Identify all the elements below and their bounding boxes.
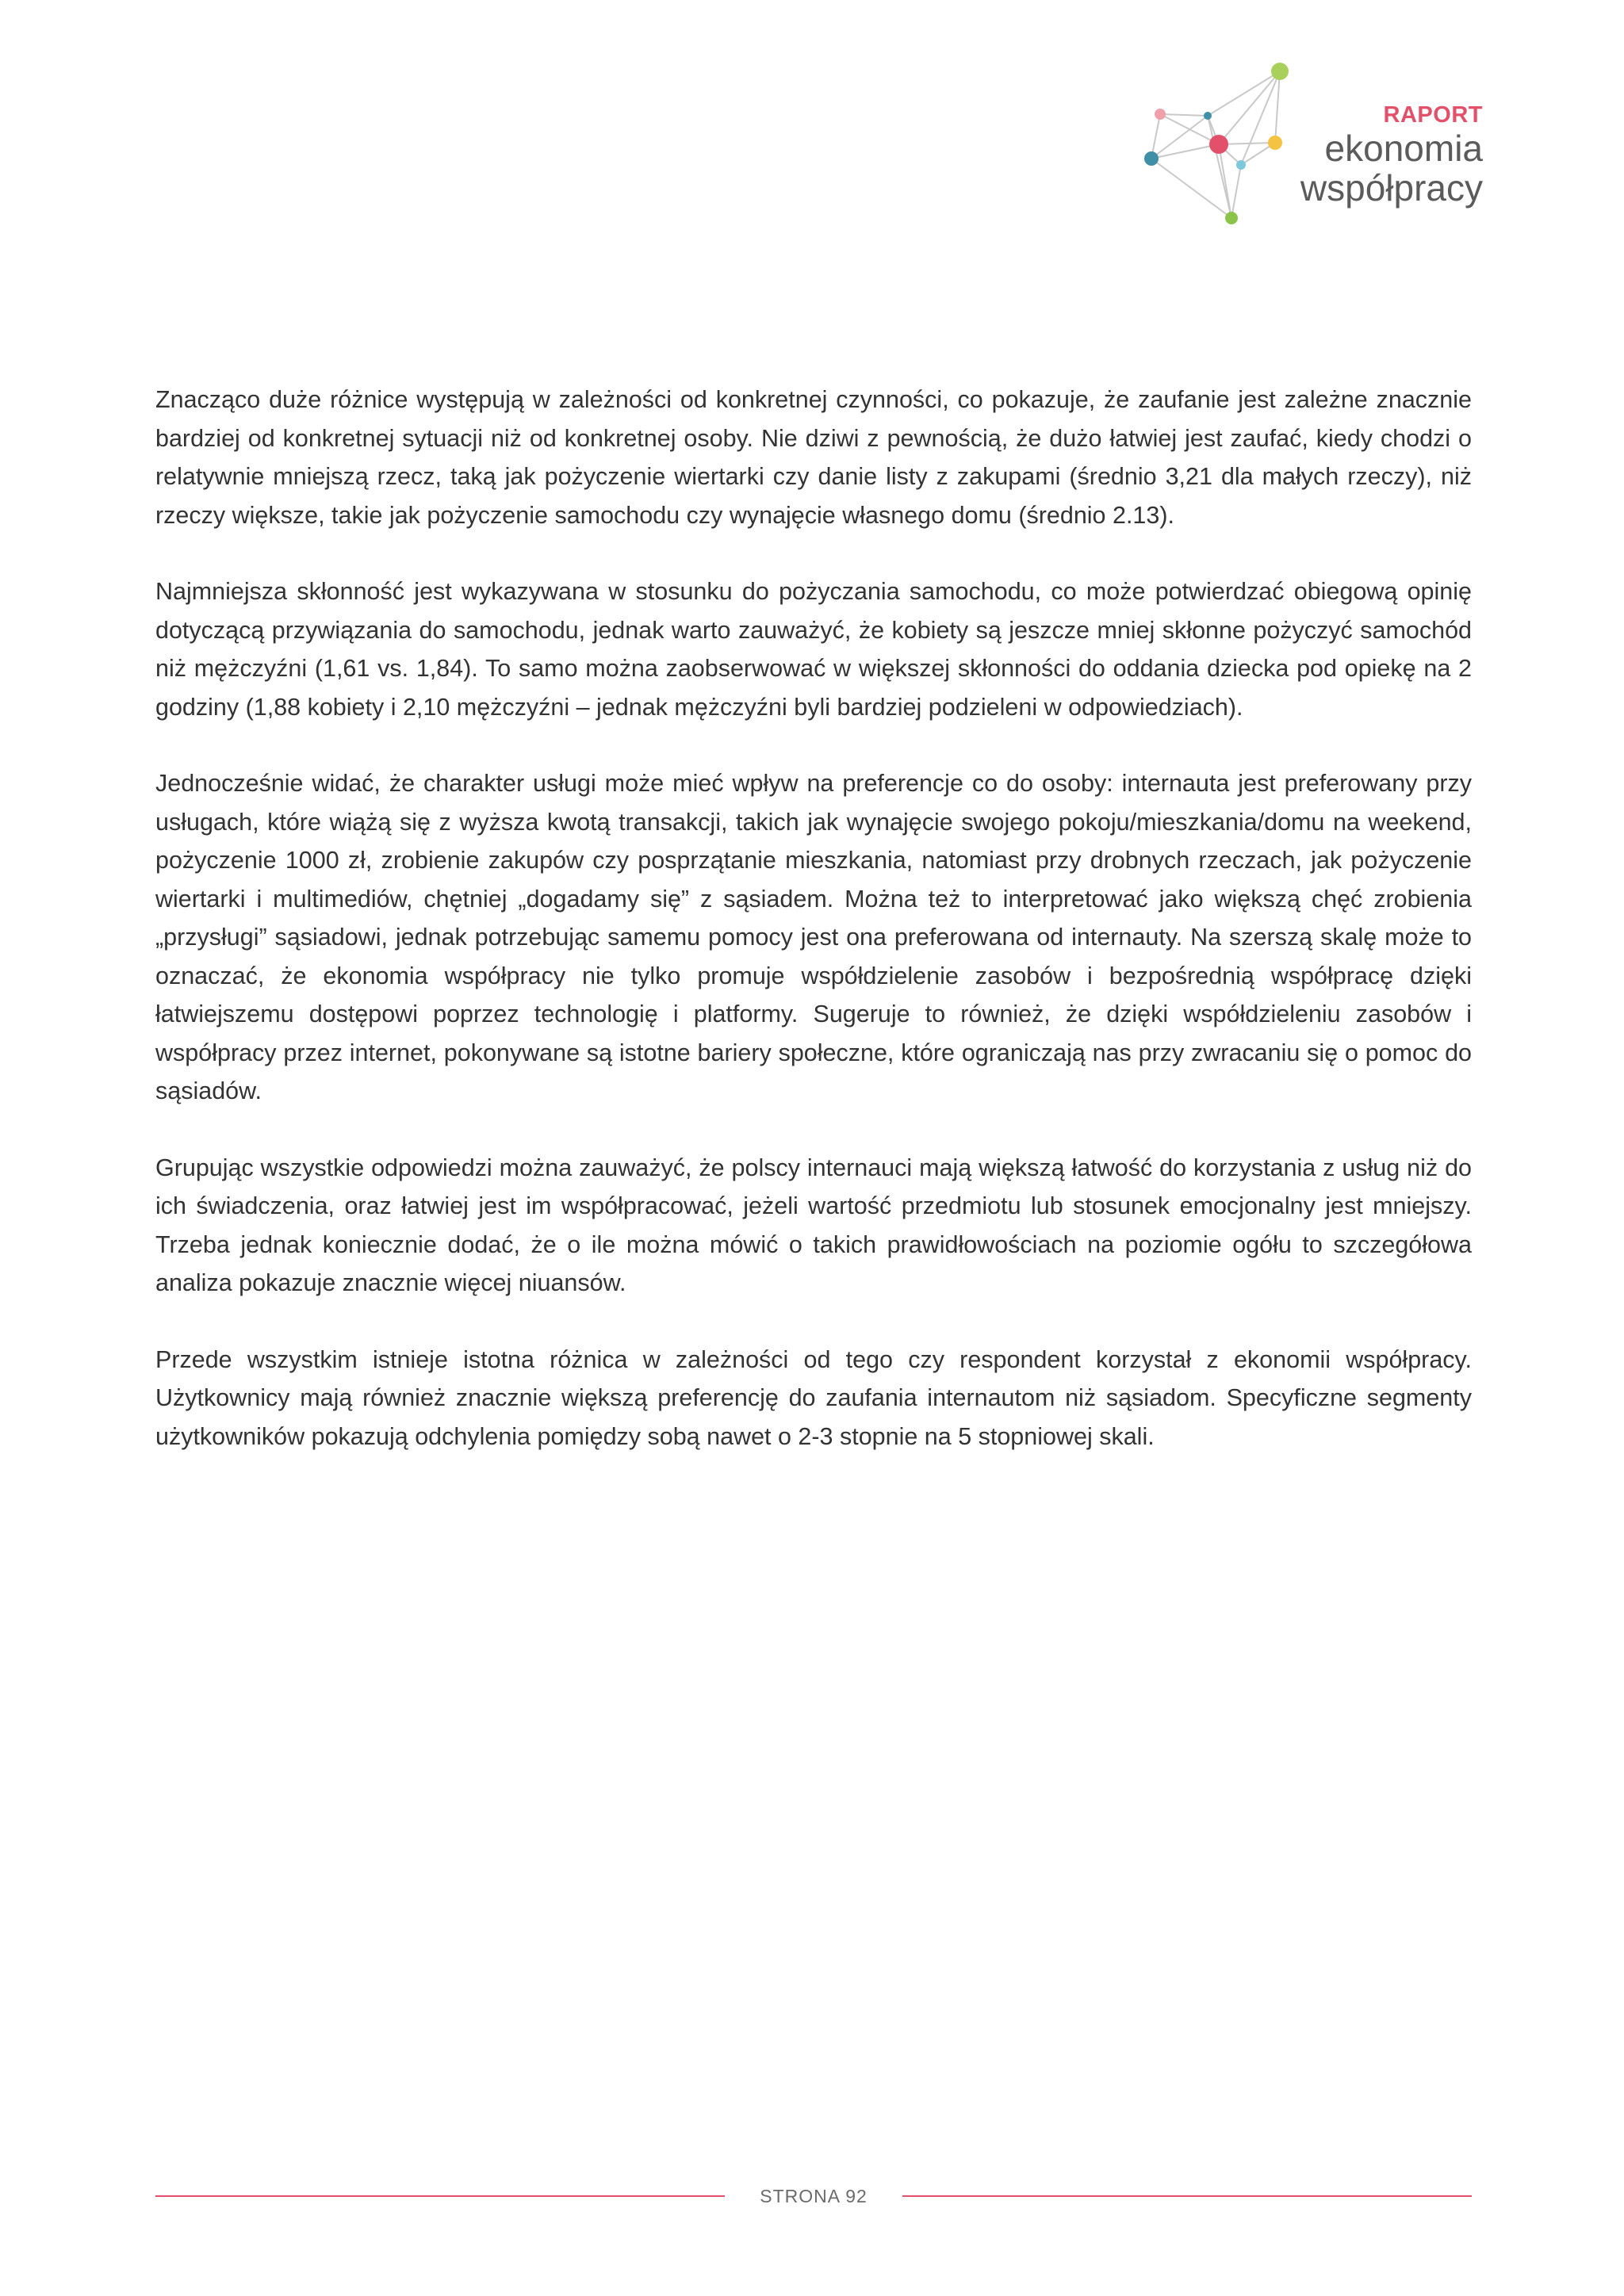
logo-raport-label: RAPORT <box>1383 102 1483 128</box>
logo-node-lblue <box>1236 160 1246 170</box>
logo-node-yellow <box>1268 136 1282 150</box>
paragraph-1: Znacząco duże różnice występują w zależności od konkretnej czynności, co pokazuje, że zaufanie jest zależne znacznie bardziej od konkretnej sytuacji niż od konkretnej osoby. Nie dziwi z pewnością, że dużo łatwiej jest zaufać, kiedy chodzi o relatywnie mniejszą rzecz, taką jak pożyczenie wiertarki czy danie listy z zakupami (średnio 3,21 dla małych rzeczy), niż rzeczy większe, takie jak pożyczenie samochodu czy wynajęcie własnego domu (średnio 2.13). <box>155 386 1472 529</box>
report-logo <box>1134 55 1483 238</box>
page-footer <box>155 2184 1472 2208</box>
logo-node-pink <box>1155 109 1166 120</box>
paragraph-4: Grupując wszystkie odpowiedzi można zauważyć, że polscy internauci mają większą łatwość do korzystania z usług niż do ich świadczenia, oraz łatwiej jest im współpracować, jeżeli wartość przedmiotu lub stosunek emocjonalny jest mniejszy. Trzeba jednak koniecznie dodać, że o ile można mówić o takich prawidłowościach na poziomie ogółu to szczegółowa analiza pokazuje znacznie więcej niuansów. <box>155 1154 1472 1296</box>
logo-node-bottom <box>1225 212 1238 224</box>
logo-node-mid <box>1209 135 1228 154</box>
logo-title-line2: współpracy <box>1300 167 1483 209</box>
logo-edge <box>1241 71 1280 165</box>
logo-title-line1: ekonomia <box>1324 128 1483 169</box>
logo-edge <box>1208 71 1280 116</box>
paragraph-3: Jednocześnie widać, że charakter usługi może mieć wpływ na preferencje co do osoby: internauta jest preferowany przy usługach, które wiążą się z wyższa kwotą transakcji, takich jak wynajęcie swojego pokoju/mieszkania/domu na weekend, pożyczenie 1000 zł, zrobienie zakupów czy posprzątanie mieszkania, natomiast przy drobnych rzeczach, jak pożyczenie wiertarki i multimediów, chętniej „dogadamy się” z sąsiadem. Można też to interpretować jako większą chęć zrobienia „przysługi” sąsiadowi, jednak potrzebując samemu pomocy jest ona preferowana od internauty. Na szerszą skalę może to oznaczać, że ekonomia współpracy nie tylko promuje współdzielenie zasobów i bezpośrednią współpracę dzięki łatwiejszemu dostępowi poprzez technologię i platformy. Sugeruje to również, że dzięki współdzieleniu zasobów i współpracy przez internet, pokonywane są istotne bariery społeczne, które ograniczają nas przy zwracaniu się o pomoc do sąsiadów. <box>155 770 1472 1104</box>
footer-rule-right <box>902 2195 1472 2197</box>
logo-node-small <box>1204 112 1212 120</box>
paragraph-5: Przede wszystkim istnieje istotna różnica w zależności od tego czy respondent korzystał z ekonomii współpracy. Użytkownicy mają również znacznie większą preferencję do zaufania internautom niż sąsiadom. Specyficzne segmenty użytkowników pokazują odchylenia pomiędzy sobą nawet o 2-3 stopnie na 5 stopniowej skali. <box>155 1345 1472 1450</box>
logo-text <box>1300 101 1483 208</box>
page-number: STRONA 92 <box>760 2185 868 2206</box>
main-text <box>155 381 1472 1494</box>
logo-edge <box>1219 71 1280 144</box>
logo-edge <box>1231 165 1241 218</box>
logo-node-left <box>1144 151 1159 166</box>
footer-rule-left <box>155 2195 725 2197</box>
logo-node-top <box>1271 63 1289 80</box>
paragraph-2: Najmniejsza skłonność jest wykazywana w stosunku do pożyczania samochodu, co może potwierdzać obiegową opinię dotyczącą przywiązania do samochodu, jednak warto zauważyć, że kobiety są jeszcze mniej skłonne pożyczyć samochód niż mężczyźni (1,61 vs. 1,84). To samo można zaobserwować w większej skłonności do oddania dziecka pod opiekę na 2 godziny (1,88 kobiety i 2,10 mężczyźni – jednak mężczyźni byli bardziej podzieleni w odpowiedziach). <box>155 578 1472 721</box>
network-graph-icon <box>1134 55 1293 238</box>
logo-edge <box>1160 114 1208 116</box>
